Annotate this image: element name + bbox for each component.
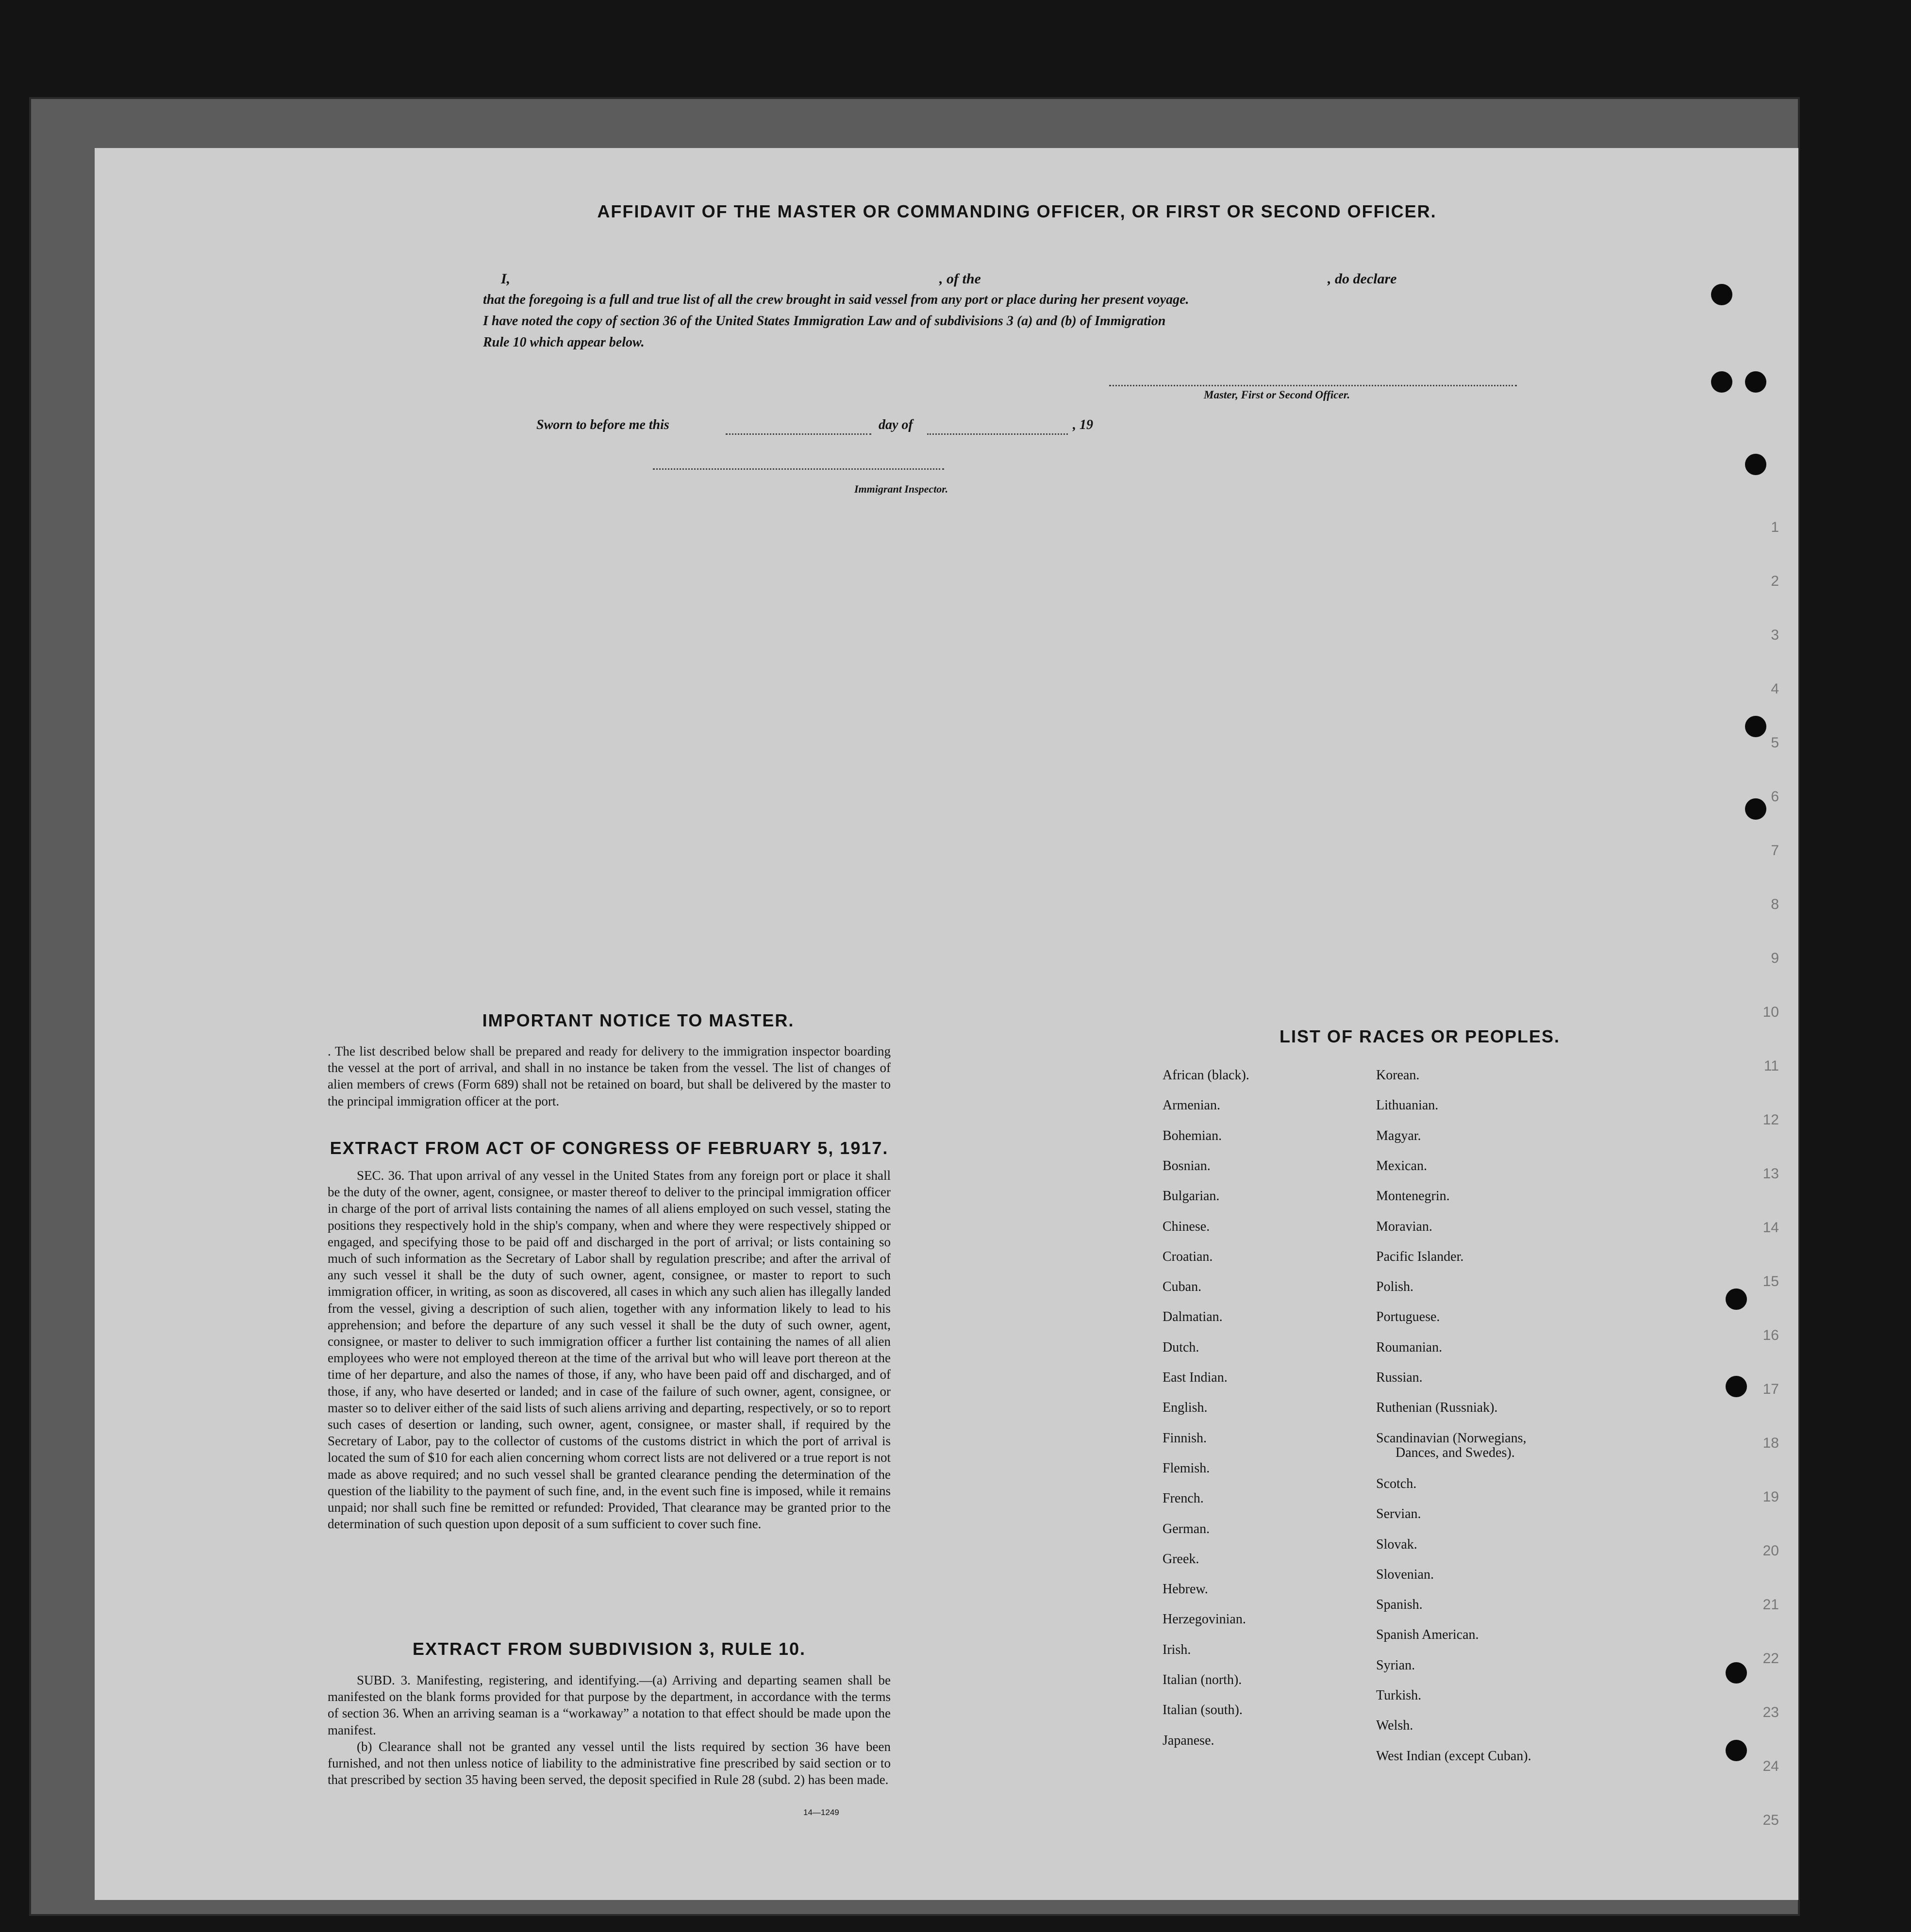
- race-item: Finnish.: [1163, 1430, 1207, 1446]
- binder-hole: [1745, 371, 1766, 393]
- subdivision-3-text: [328, 1672, 891, 1788]
- bleed-through-row-number: 14: [1762, 1220, 1779, 1236]
- race-item: Syrian.: [1376, 1657, 1415, 1673]
- affidavit-title: AFFIDAVIT OF THE MASTER OR COMMANDING OFFICER, OR FIRST OR SECOND OFFICER.: [597, 201, 1437, 221]
- notice-text: . The list described below shall be prepared and ready for delivery to the immigration inspector boarding the vessel at the port of arrival, and shall in no instance be taken from the vessel. The list of changes of alien members of crews (Form 689) shall not be retained on board, but shall be delivered by the master to the principal immigration officer at the port.: [328, 1044, 891, 1108]
- affidavit-declare-label: , do declare: [1328, 271, 1397, 287]
- binder-hole: [1726, 1288, 1747, 1310]
- bleed-through-row-number: 5: [1771, 735, 1779, 751]
- inspector-label: Immigrant Inspector.: [854, 483, 948, 495]
- bleed-through-row-number: 8: [1771, 896, 1779, 912]
- sworn-month-line: [927, 433, 1068, 435]
- race-item: English.: [1163, 1400, 1208, 1416]
- race-item: Japanese.: [1163, 1733, 1214, 1748]
- race-item: Dutch.: [1163, 1339, 1199, 1355]
- master-signature-line: [1109, 385, 1517, 386]
- subdivision-3-paragraph-b: (b) Clearance shall not be granted any vessel until the lists required by section 36 have been furnished, and not then unless notice of liability to the administrative fine prescribed by said section or to that prescribed by section 35 having been served, the deposit specified in Rule 28 (subd. 2) has been made.: [328, 1739, 891, 1787]
- race-item: East Indian.: [1163, 1370, 1228, 1385]
- sworn-label: Sworn to before me this: [536, 417, 669, 432]
- binder-hole: [1726, 1376, 1747, 1397]
- race-item: Flemish.: [1163, 1460, 1210, 1476]
- race-item: Portuguese.: [1376, 1309, 1440, 1325]
- sworn-day-line: [726, 433, 871, 435]
- bleed-through-row-number: 6: [1771, 789, 1779, 805]
- bleed-through-row-number: 19: [1762, 1489, 1779, 1505]
- race-item: Welsh.: [1376, 1718, 1413, 1734]
- race-item: Servian.: [1376, 1506, 1421, 1522]
- bleed-through-row-number: 17: [1762, 1381, 1779, 1397]
- binder-hole: [1726, 1662, 1747, 1684]
- affidavit-line-1: that the foregoing is a full and true list of all the crew brought in said vessel from any port or place during her present voyage.: [483, 292, 1189, 307]
- race-item: Greek.: [1163, 1551, 1199, 1567]
- bleed-through-row-number: 15: [1762, 1273, 1779, 1289]
- bleed-through-row-number: 7: [1771, 842, 1779, 859]
- race-item: African (black).: [1163, 1068, 1249, 1083]
- bleed-through-row-number: 13: [1762, 1166, 1779, 1182]
- bleed-through-row-number: 22: [1762, 1651, 1779, 1667]
- affidavit-line-3: Rule 10 which appear below.: [483, 335, 645, 350]
- bleed-through-row-number: 10: [1762, 1004, 1779, 1020]
- race-item: French.: [1163, 1491, 1204, 1506]
- master-signature-label: Master, First or Second Officer.: [1204, 389, 1350, 401]
- race-item: Hebrew.: [1163, 1582, 1208, 1597]
- race-item: Mexican.: [1376, 1158, 1427, 1173]
- race-item: Turkish.: [1376, 1688, 1422, 1703]
- race-item: Roumanian.: [1376, 1339, 1443, 1355]
- bleed-through-row-number: 21: [1762, 1597, 1779, 1613]
- bleed-through-row-number: 2: [1771, 573, 1779, 589]
- race-item: German.: [1163, 1521, 1210, 1536]
- race-item: Croatian.: [1163, 1249, 1213, 1264]
- bleed-through-row-number: 25: [1762, 1812, 1779, 1828]
- race-item: Magyar.: [1376, 1128, 1421, 1143]
- binder-hole: [1726, 1740, 1747, 1761]
- bleed-through-row-number: 23: [1762, 1704, 1779, 1720]
- race-item: Korean.: [1376, 1068, 1420, 1083]
- bleed-through-row-number: 9: [1771, 950, 1779, 966]
- notice-title: IMPORTANT NOTICE TO MASTER.: [482, 1010, 795, 1030]
- binder-hole: [1711, 284, 1732, 305]
- race-item: Slovak.: [1376, 1536, 1417, 1552]
- extract-rule-title: EXTRACT FROM SUBDIVISION 3, RULE 10.: [412, 1639, 806, 1659]
- race-item: West Indian (except Cuban).: [1376, 1748, 1531, 1764]
- race-item: Scandinavian (Norwegians,: [1376, 1430, 1527, 1446]
- affidavit-of-the-label: , of the: [939, 271, 981, 287]
- race-item: Bosnian.: [1163, 1158, 1211, 1173]
- race-item: Dalmatian.: [1163, 1309, 1223, 1325]
- race-item: Lithuanian.: [1376, 1098, 1439, 1113]
- race-item: Cuban.: [1163, 1279, 1202, 1295]
- race-item: Bulgarian.: [1163, 1189, 1220, 1204]
- race-item: Italian (north).: [1163, 1672, 1242, 1687]
- race-item: Spanish.: [1376, 1597, 1423, 1613]
- binder-hole: [1745, 716, 1766, 737]
- binder-hole: [1745, 454, 1766, 475]
- subdivision-3-paragraph-a: SUBD. 3. Manifesting, registering, and identifying.—(a) Arriving and departing seamen shall be manifested on the blank forms provided for that purpose by the department, in accordance with the terms of section 36. When an arriving seaman is a “workaway” a notation to that effect should be made upon the manifest.: [328, 1673, 891, 1737]
- form-number: 14—1249: [803, 1808, 839, 1817]
- bleed-through-row-number: 18: [1762, 1435, 1779, 1451]
- race-item: Dances, and Swedes).: [1396, 1445, 1515, 1460]
- bleed-through-row-number: 16: [1762, 1327, 1779, 1343]
- bleed-through-row-number: 3: [1771, 627, 1779, 643]
- binder-hole: [1711, 371, 1732, 393]
- bleed-through-row-number: 4: [1771, 681, 1779, 697]
- section-36-text: SEC. 36. That upon arrival of any vessel in the United States from any foreign port or place it shall be the duty of the owner, agent, consignee, or master thereof to deliver to the principal immigration officer in charge of the port of arrival lists containing the names of all aliens employed on such vessel, stating the positions they respectively hold in the ship's company, when and where they were respectively shipped or engaged, and specifying those to be paid off and discharged in the port of arrival; or lists containing so much of such information as the Secretary of Labor shall by regulation prescribe; and after the arrival of any such vessel it shall be the duty of such owner, agent, consignee, or master to report to such immigration officer, in writing, as soon as discovered, all cases in which any such alien has illegally landed from the vessel, giving a description of such alien, together with any information likely to lead to his apprehension; and before the departure of any such vessel it shall be the duty of such owner, agent, consignee, or master to deliver to such immigration officer a further list containing the names of all alien employees who were not employed thereon at the time of the arrival but who will leave port thereon at the time of her departure, and also the names of those, if any, who have been paid off and discharged, and of those, if any, who have deserted or landed; and in case of the failure of such owner, agent, consignee, or master so to deliver either of the said lists of such aliens arriving and departing, respectively, or so to report such cases of desertion or landing, such owner, agent, consignee, or master shall, if required by the Secretary of Labor, pay to the collector of customs of the customs district in which the port of arrival is located the sum of $10 for each alien concerning whom correct lists are not delivered or a true report is not made as above required; and no such vessel shall be granted clearance pending the determination of the question of the liability to the payment of such fine, and, in the event such fine is imposed, while it remains unpaid; nor shall such fine be remitted or refunded: Provided, That clearance may be granted prior to the determination of such question upon deposit of a sum sufficient to cover such fine.: [328, 1168, 891, 1532]
- race-item: Herzegovinian.: [1163, 1612, 1246, 1627]
- binder-hole: [1745, 798, 1766, 820]
- manifest-page: [95, 148, 1798, 1900]
- sworn-year-label: , 19: [1073, 417, 1093, 432]
- race-item: Armenian.: [1163, 1098, 1220, 1113]
- affidavit-line-2: I have noted the copy of section 36 of the United States Immigration Law and of subdivisions 3 (a) and (b) of Immigration: [483, 314, 1166, 329]
- inspector-signature-line: [653, 468, 944, 470]
- bleed-through-row-number: 1: [1771, 519, 1779, 535]
- sworn-day-of-label: day of: [879, 417, 913, 432]
- race-item: Spanish American.: [1376, 1627, 1479, 1643]
- race-item: Scotch.: [1376, 1476, 1417, 1491]
- races-title: LIST OF RACES OR PEOPLES.: [1279, 1026, 1561, 1046]
- race-item: Russian.: [1376, 1370, 1423, 1385]
- race-item: Bohemian.: [1163, 1128, 1222, 1143]
- bleed-through-row-number: 24: [1762, 1758, 1779, 1774]
- extract-act-title: EXTRACT FROM ACT OF CONGRESS OF FEBRUARY 5, 1917.: [330, 1138, 889, 1158]
- race-item: Ruthenian (Russniak).: [1376, 1400, 1498, 1416]
- bleed-through-row-number: 12: [1762, 1112, 1779, 1128]
- bleed-through-row-number: 11: [1763, 1058, 1779, 1074]
- race-item: Polish.: [1376, 1279, 1414, 1295]
- race-item: Pacific Islander.: [1376, 1249, 1464, 1264]
- race-item: Montenegrin.: [1376, 1189, 1450, 1204]
- race-item: Slovenian.: [1376, 1567, 1434, 1582]
- race-item: Moravian.: [1376, 1219, 1432, 1234]
- affidavit-i-label: I,: [501, 271, 511, 287]
- race-item: Irish.: [1163, 1642, 1191, 1657]
- bleed-through-row-number: 20: [1762, 1543, 1779, 1559]
- race-item: Italian (south).: [1163, 1702, 1243, 1718]
- race-item: Chinese.: [1163, 1219, 1210, 1234]
